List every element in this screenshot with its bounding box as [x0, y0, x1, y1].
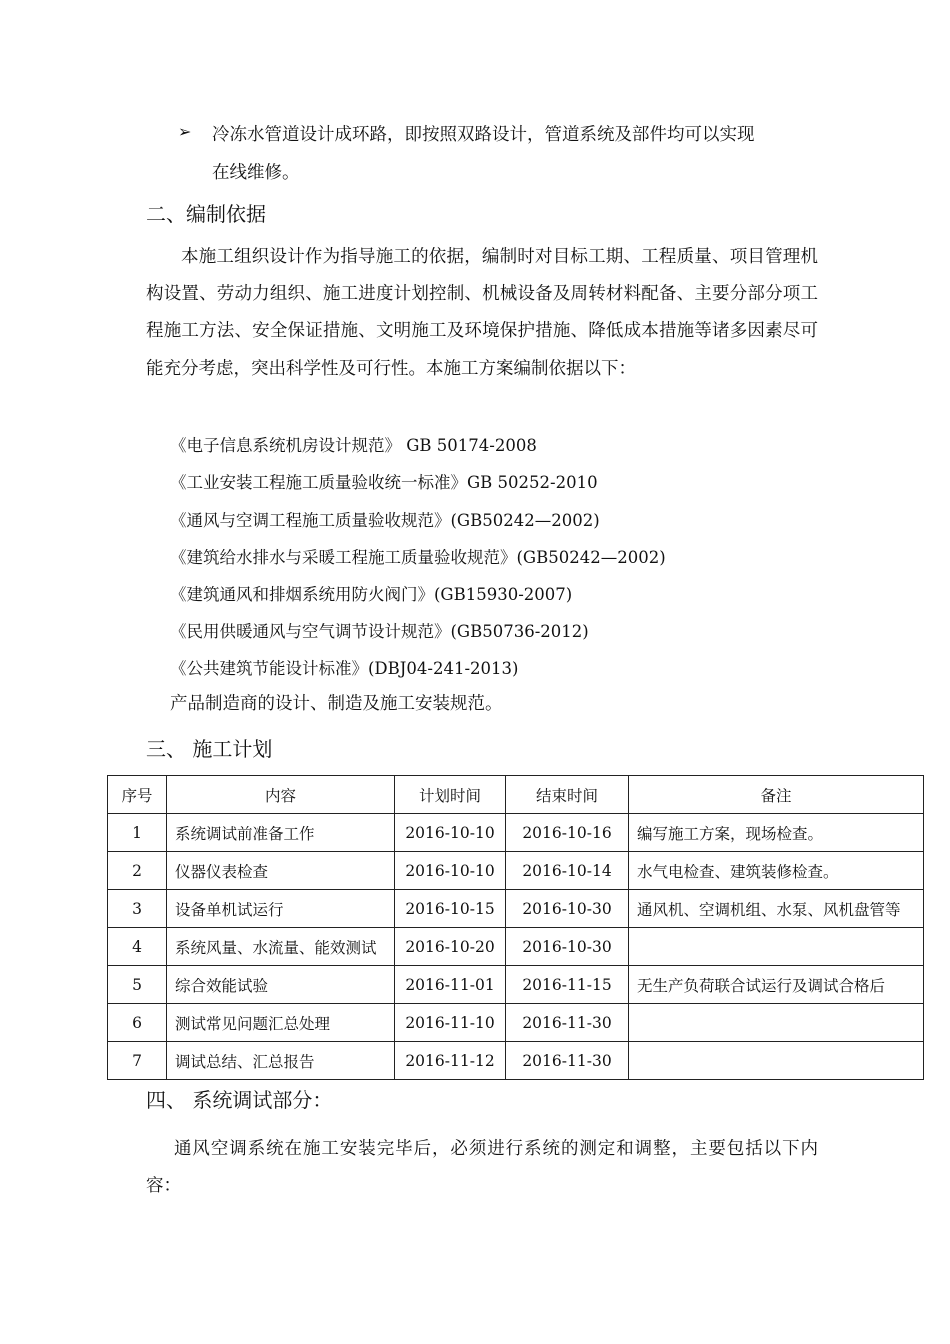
table-cell — [629, 1042, 924, 1080]
table-cell: 综合效能试验 — [167, 966, 395, 1004]
table-cell: 2016-11-01 — [395, 966, 506, 1004]
table-cell: 测试常见问题汇总处理 — [167, 1004, 395, 1042]
table-cell: 2016-10-14 — [506, 852, 629, 890]
table-cell: 3 — [108, 890, 167, 928]
table-cell: 2016-10-30 — [506, 890, 629, 928]
table-cell: 仪器仪表检查 — [167, 852, 395, 890]
reference-item: 《建筑给水排水与采暖工程施工质量验收规范》(GB50242—2002) — [170, 548, 666, 567]
reference-item: 《通风与空调工程施工质量验收规范》(GB50242—2002) — [170, 511, 600, 530]
section-heading-commissioning: 四、 系统调试部分： — [146, 1088, 333, 1112]
basis-paragraph: 本施工组织设计作为指导施工的依据，编制时对目标工期、工程质量、项目管理机构设置、劳动力组织、施工进度计划控制、机械设备及周转材料配备、主要分部分项工程施工方法、安全保证措施、文明施工及环境保护措施、降低成本措施等诸多因素尽可能充分考虑，突出科学性及可行性。本施工方案编制依据以下： — [146, 247, 818, 379]
reference-item: 《公共建筑节能设计标准》(DBJ04-241-2013) — [170, 659, 519, 678]
table-cell: 2016-10-10 — [395, 814, 506, 852]
column-header: 内容 — [167, 776, 395, 814]
table-cell: 2016-10-16 — [506, 814, 629, 852]
reference-item: 《工业安装工程施工质量验收统一标准》GB 50252-2010 — [170, 473, 598, 492]
table-row — [108, 814, 924, 852]
table-cell: 2 — [108, 852, 167, 890]
arrow-bullet-icon: ➢ — [178, 122, 192, 141]
table-cell: 水气电检查、建筑装修检查。 — [629, 852, 924, 890]
table-cell: 2016-11-30 — [506, 1004, 629, 1042]
table-row — [108, 966, 924, 1004]
column-header: 序号 — [108, 776, 167, 814]
table-cell: 编写施工方案，现场检查。 — [629, 814, 924, 852]
table-cell: 2016-10-15 — [395, 890, 506, 928]
table-cell: 6 — [108, 1004, 167, 1042]
reference-item: 产品制造商的设计、制造及施工安装规范。 — [170, 694, 503, 714]
table-cell — [629, 1004, 924, 1042]
table-cell: 通风机、空调机组、水泵、风机盘管等 — [629, 890, 924, 928]
table-cell: 系统风量、水流量、能效测试 — [167, 928, 395, 966]
reference-item: 《电子信息系统机房设计规范》 GB 50174-2008 — [170, 436, 537, 455]
table-cell: 5 — [108, 966, 167, 1004]
table-cell: 设备单机试运行 — [167, 890, 395, 928]
table-cell: 2016-11-30 — [506, 1042, 629, 1080]
table-cell: 系统调试前准备工作 — [167, 814, 395, 852]
table-cell: 1 — [108, 814, 167, 852]
table-row — [108, 890, 924, 928]
section-heading-plan: 三、 施工计划 — [146, 737, 273, 761]
table-header-row — [108, 776, 924, 814]
table-cell: 2016-10-20 — [395, 928, 506, 966]
table-row — [108, 928, 924, 966]
bullet-text-line1: 冷冻水管道设计成环路，即按照双路设计，管道系统及部件均可以实现 — [212, 125, 755, 145]
construction-plan-table — [107, 775, 924, 1080]
table-cell: 2016-11-15 — [506, 966, 629, 1004]
bullet-text-line2: 在线维修。 — [212, 163, 300, 183]
reference-item: 《民用供暖通风与空气调节设计规范》(GB50736-2012) — [170, 622, 589, 641]
reference-item: 《建筑通风和排烟系统用防火阀门》(GB15930-2007) — [170, 585, 573, 604]
column-header: 备注 — [629, 776, 924, 814]
table-cell: 2016-11-12 — [395, 1042, 506, 1080]
commissioning-paragraph: 通风空调系统在施工安装完毕后，必须进行系统的测定和调整，主要包括以下内容： — [146, 1139, 818, 1197]
table-cell: 4 — [108, 928, 167, 966]
table-cell: 2016-11-10 — [395, 1004, 506, 1042]
table-cell: 无生产负荷联合试运行及调试合格后 — [629, 966, 924, 1004]
table-row — [108, 852, 924, 890]
table-cell: 7 — [108, 1042, 167, 1080]
section-heading-basis: 二、编制依据 — [146, 202, 266, 226]
table-row — [108, 1004, 924, 1042]
table-cell: 2016-10-30 — [506, 928, 629, 966]
table-cell: 2016-10-10 — [395, 852, 506, 890]
table-cell: 调试总结、汇总报告 — [167, 1042, 395, 1080]
table-cell — [629, 928, 924, 966]
column-header: 计划时间 — [395, 776, 506, 814]
table-row — [108, 1042, 924, 1080]
column-header: 结束时间 — [506, 776, 629, 814]
